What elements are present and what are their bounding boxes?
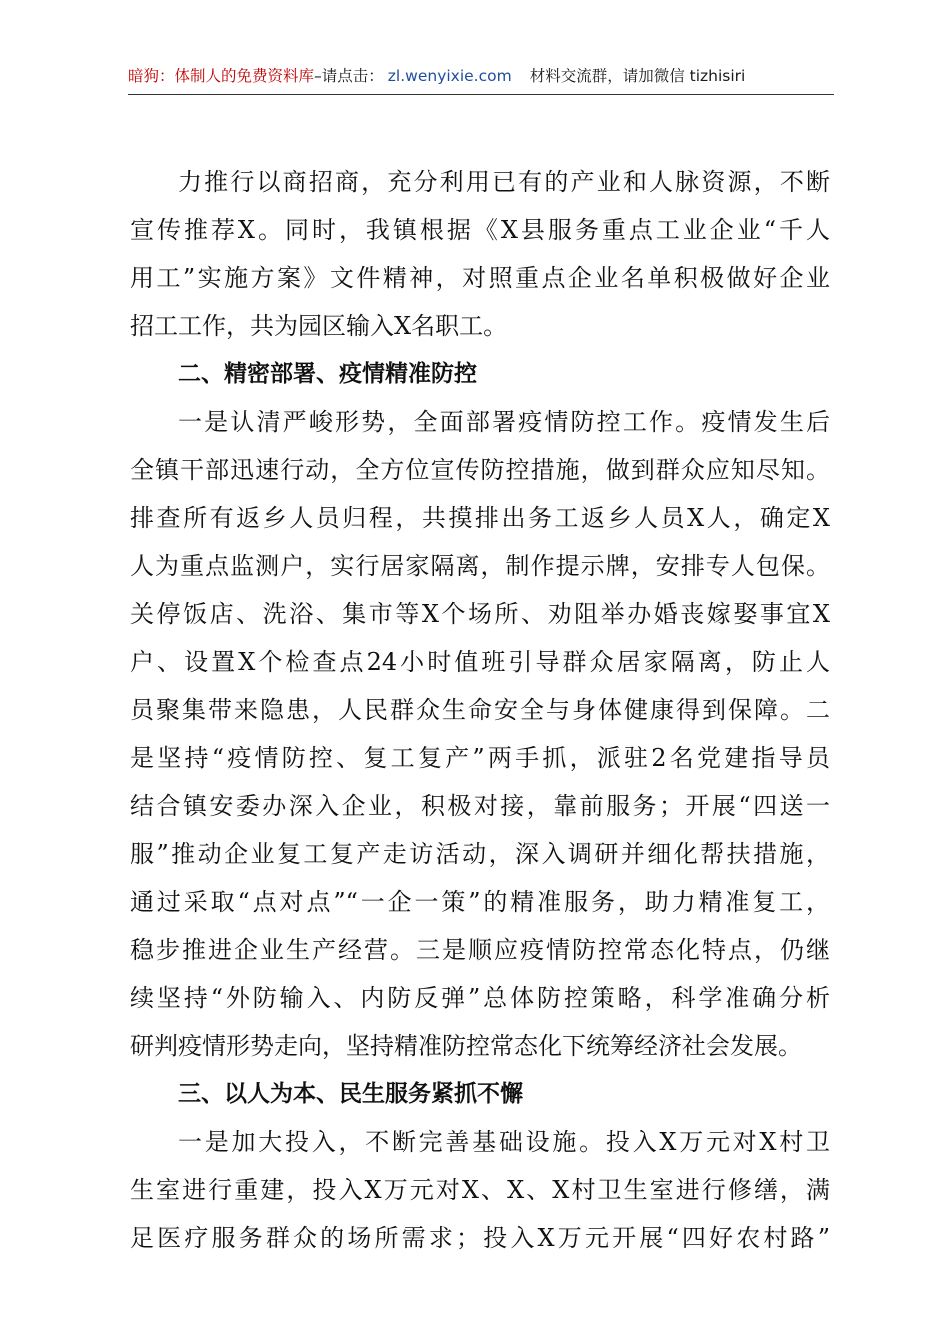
text-line: 人为重点监测户，实行居家隔离，制作提示牌，安排专人包保。 <box>130 552 830 580</box>
text-line: 户、设置X个检查点24小时值班引导群众居家隔离，防止人 <box>130 648 830 676</box>
header-click-prompt: –请点击： <box>314 67 384 85</box>
text-line: 一是认清严峻形势，全面部署疫情防控工作。疫情发生后 <box>178 408 830 436</box>
page-header <box>128 64 834 95</box>
text-line: 一是加大投入，不断完善基础设施。投入X万元对X村卫 <box>178 1128 830 1156</box>
text-line: 结合镇安委办深入企业，积极对接，靠前服务；开展“四送一 <box>130 792 830 820</box>
text-line: 招工工作，共为园区输入X名职工。 <box>130 312 508 340</box>
document-body <box>130 158 830 1262</box>
text-line: 全镇干部迅速行动，全方位宣传防控措施，做到群众应知尽知。 <box>130 456 830 484</box>
section-heading-2: 二、精密部署、疫情精准防控 <box>178 361 477 387</box>
text-line: 稳步推进企业生产经营。三是顺应疫情防控常态化特点，仍继 <box>130 936 830 964</box>
text-line: 续坚持“外防输入、内防反弹”总体防控策略，科学准确分析 <box>130 984 830 1012</box>
text-line: 员聚集带来隐患，人民群众生命安全与身体健康得到保障。二 <box>130 696 830 724</box>
text-line: 用工”实施方案》文件精神，对照重点企业名单积极做好企业 <box>130 264 830 292</box>
header-contact: 材料交流群，请加微信 tizhisiri <box>529 67 746 85</box>
text-line: 排查所有返乡人员归程，共摸排出务工返乡人员X人，确定X <box>130 504 830 532</box>
text-line: 力推行以商招商，充分利用已有的产业和人脉资源，不断 <box>178 168 830 196</box>
text-line: 足医疗服务群众的场所需求；投入X万元开展“四好农村路” <box>130 1224 830 1252</box>
text-line: 关停饭店、洗浴、集市等X个场所、劝阻举办婚丧嫁娶事宜X <box>130 600 830 628</box>
header-url-link[interactable]: zl.wenyixie.com <box>387 67 512 85</box>
text-line: 通过采取“点对点”“一企一策”的精准服务，助力精准复工， <box>130 888 830 916</box>
text-line: 服”推动企业复工复产走访活动，深入调研并细化帮扶措施， <box>130 840 830 868</box>
section-heading-3: 三、以人为本、民生服务紧抓不懈 <box>178 1081 523 1107</box>
text-line: 宣传推荐X。同时，我镇根据《X县服务重点工业企业“千人 <box>130 216 830 244</box>
text-line: 生室进行重建，投入X万元对X、X、X村卫生室进行修缮，满 <box>130 1176 830 1204</box>
text-line: 是坚持“疫情防控、复工复产”两手抓，派驻2名党建指导员 <box>130 744 830 772</box>
text-line: 研判疫情形势走向，坚持精准防控常态化下统筹经济社会发展。 <box>130 1032 802 1060</box>
header-site-name: 暗狗：体制人的免费资料库 <box>128 67 315 85</box>
